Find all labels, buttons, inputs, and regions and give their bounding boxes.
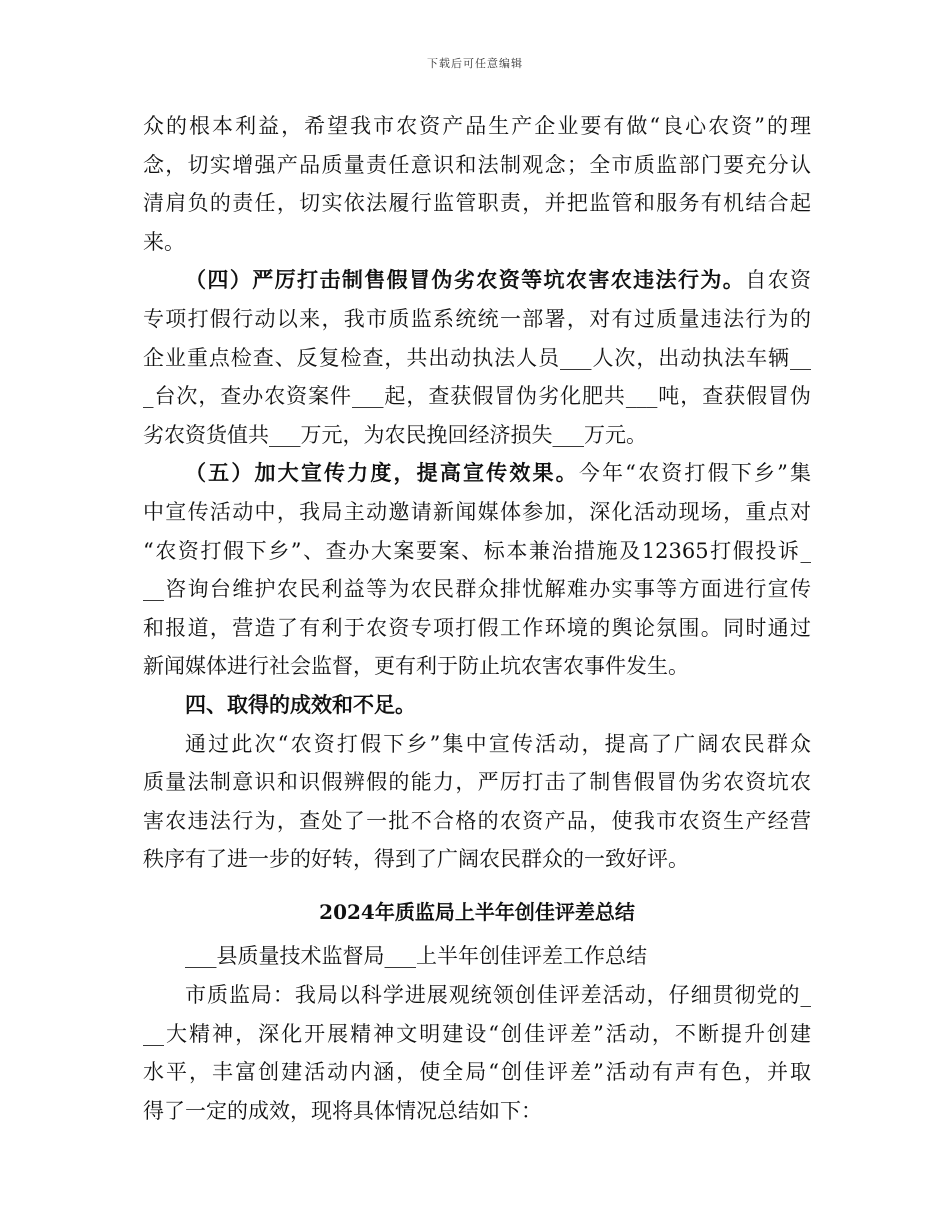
text-line <box>143 763 811 802</box>
text-run: 秩序有了进一步的好转，得到了广阔农民群众的一致好评。 <box>143 847 689 872</box>
text-run: __咨询台维护农民利益等为农民群众排忧解难办实事等方面进行宣传 <box>143 577 811 602</box>
text-run: 劣农资货值共___万元，为农民挽回经济损失___万元。 <box>143 422 647 447</box>
text-line <box>143 493 811 532</box>
text-line <box>143 570 811 609</box>
text-line <box>143 107 811 146</box>
text-line <box>143 1092 811 1131</box>
text-line <box>143 146 811 185</box>
text-line <box>143 647 811 686</box>
bold-text-run: （五）加大宣传力度，提高宣传效果。 <box>185 460 579 486</box>
text-run: __大精神，深化开展精神文明建设“创佳评差”活动，不断提升创建 <box>143 1021 811 1046</box>
section-title: 2024年质监局上半年创佳评差总结 <box>319 899 635 924</box>
text-line <box>143 223 811 262</box>
text-line <box>143 725 811 764</box>
text-line <box>143 1053 811 1092</box>
text-line <box>143 261 811 300</box>
text-run: 企业重点检查、反复检查，共出动执法人员___人次，出动执法车辆__ <box>143 345 811 370</box>
text-line <box>143 454 811 493</box>
text-run: 今年“农资打假下乡”集 <box>578 461 811 486</box>
text-run: ___县质量技术监督局___上半年创佳评差工作总结 <box>185 944 647 969</box>
text-run: 专项打假行动以来，我市质监系统统一部署，对有过质量违法行为的 <box>143 306 811 331</box>
text-run: 害农违法行为，查处了一批不合格的农资产品，使我市农资生产经营 <box>143 808 811 833</box>
body-text-block <box>143 107 811 879</box>
page-header: 下载后可任意编辑 <box>427 57 523 70</box>
text-run: 念，切实增强产品质量责任意识和法制观念；全市质监部门要充分认 <box>143 152 811 177</box>
text-run: “农资打假下乡”、查办大案要案、标本兼治措施及12365打假投诉_ <box>143 538 811 563</box>
text-run: 众的根本利益，希望我市农资产品生产企业要有做“良心农资”的理 <box>143 114 811 138</box>
text-run: 市质监局：我局以科学进展观统领创佳评差活动，仔细贯彻党的_ <box>185 983 811 1008</box>
text-run: 来。 <box>143 229 185 254</box>
bold-text-run: （四）严厉打击制售假冒伪劣农资等坑农害农违法行为。 <box>185 267 746 293</box>
text-line <box>143 416 811 455</box>
document-body <box>143 107 811 1130</box>
text-line <box>143 937 811 976</box>
text-run: 自农资 <box>745 268 812 293</box>
text-line <box>143 339 811 378</box>
text-run: 新闻媒体进行社会监督，更有利于防止坑农害农事件发生。 <box>143 654 689 679</box>
text-run: 通过此次“农资打假下乡”集中宣传活动，提高了广阔农民群众 <box>185 731 811 756</box>
text-run: 中宣传活动中，我局主动邀请新闻媒体参加，深化活动现场，重点对 <box>143 499 811 524</box>
text-line <box>143 609 811 648</box>
text-run: 清肩负的责任，切实依法履行监管职责，并把监管和服务有机结合起 <box>143 191 811 216</box>
text-run: _台次，查办农资案件___起，查获假冒伪劣化肥共___吨，查获假冒伪 <box>143 384 811 409</box>
text-line <box>143 976 811 1015</box>
text-run: 和报道，营造了有利于农资专项打假工作环境的舆论氛围。同时通过 <box>143 615 811 640</box>
text-line <box>143 686 811 725</box>
text-line <box>143 377 811 416</box>
text-run: 得了一定的成效，现将具体情况总结如下： <box>143 1098 542 1123</box>
text-run: 水平，丰富创建活动内涵，使全局“创佳评差”活动有声有色，并取 <box>143 1060 811 1085</box>
text-run: 质量法制意识和识假辨假的能力，严厉打击了制售假冒伪劣农资坑农 <box>143 770 811 795</box>
text-line <box>143 1015 811 1054</box>
text-line <box>143 532 811 571</box>
body-text-block-2 <box>143 937 811 1130</box>
text-line <box>143 300 811 339</box>
text-line <box>143 802 811 841</box>
text-line <box>143 184 811 223</box>
text-line <box>143 840 811 879</box>
bold-text-run: 四、取得的成效和不足。 <box>185 691 416 717</box>
